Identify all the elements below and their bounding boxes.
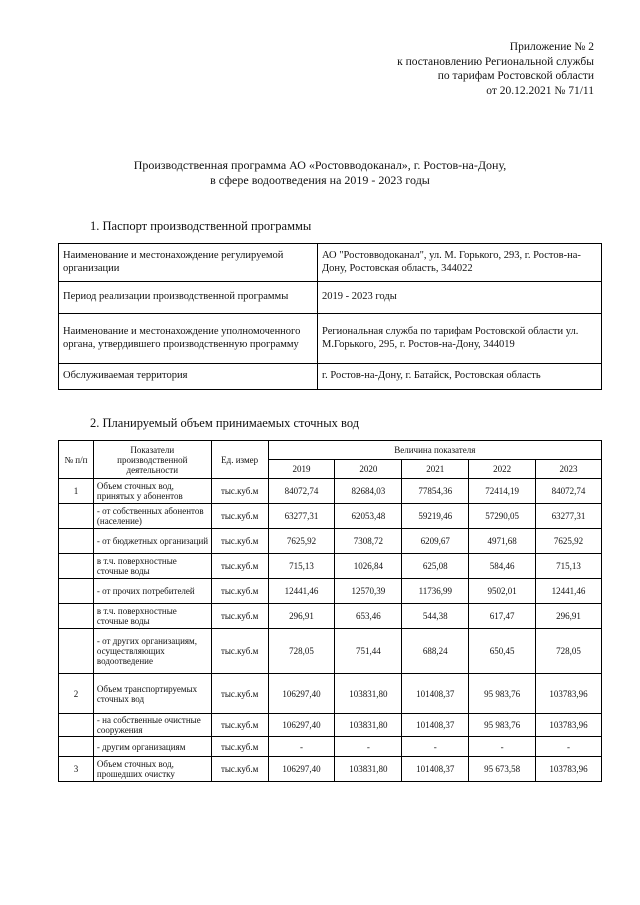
row-unit: тыс.куб.м: [211, 757, 268, 782]
title-line: Производственная программа АО «Ростовводоканал», г. Ростов-на-Дону,: [133, 158, 507, 172]
header-indicator: Показатели производственной деятельности: [93, 441, 211, 479]
header-year: 2019: [268, 460, 335, 479]
row-value: -: [469, 737, 536, 757]
row-value: 715,13: [268, 554, 335, 579]
row-value: 106297,40: [268, 714, 335, 737]
row-number: [59, 714, 94, 737]
passport-label: Наименование и местонахождение уполномоченного органа, утвердившего производственную программу: [59, 314, 318, 364]
document-title: [60, 158, 580, 188]
table-row: [59, 554, 602, 579]
passport-table: [58, 243, 602, 390]
row-unit: тыс.куб.м: [211, 714, 268, 737]
row-number: [59, 504, 94, 529]
row-number: 2: [59, 674, 94, 714]
row-indicator: в т.ч. поверхностные сточные воды: [93, 604, 211, 629]
row-number: 3: [59, 757, 94, 782]
header-year: 2023: [536, 460, 602, 479]
row-value: 103783,96: [536, 757, 602, 782]
appendix-line: Приложение № 2: [509, 41, 594, 53]
row-value: 12441,46: [268, 579, 335, 604]
section-heading-passport: 1. Паспорт производственной программы: [90, 219, 312, 233]
appendix-line: по тарифам Ростовской области: [437, 70, 594, 82]
row-value: -: [335, 737, 402, 757]
row-indicator: Объем сточных вод, прошедших очистку: [93, 757, 211, 782]
row-value: 12570,39: [335, 579, 402, 604]
row-value: 103831,80: [335, 757, 402, 782]
header-value: Величина показателя: [268, 441, 601, 460]
header-unit: Ед. измер: [211, 441, 268, 479]
passport-row: [59, 364, 602, 390]
passport-value: Региональная служба по тарифам Ростовской области ул. М.Горького, 295, г. Ростов-на-Дону, 344019: [318, 314, 602, 364]
row-value: 57290,05: [469, 504, 536, 529]
row-indicator: - от бюджетных организаций: [93, 529, 211, 554]
row-value: 63277,31: [268, 504, 335, 529]
row-value: -: [402, 737, 469, 757]
title-line: в сфере водоотведения на 2019 - 2023 годы: [210, 173, 430, 187]
row-value: 6209,67: [402, 529, 469, 554]
row-indicator: Объем сточных вод, принятых у абонентов: [93, 479, 211, 504]
row-value: 751,44: [335, 629, 402, 674]
passport-label: Наименование и местонахождение регулируемой организации: [59, 244, 318, 282]
row-value: 715,13: [536, 554, 602, 579]
row-value: 106297,40: [268, 757, 335, 782]
row-value: 77854,36: [402, 479, 469, 504]
row-value: 1026,84: [335, 554, 402, 579]
row-indicator: - от других организациям, осуществляющих водоотведение: [93, 629, 211, 674]
row-unit: тыс.куб.м: [211, 737, 268, 757]
passport-value: г. Ростов-на-Дону, г. Батайск, Ростовская область: [318, 364, 602, 390]
row-indicator: Объем транспортируемых сточных вод: [93, 674, 211, 714]
row-unit: тыс.куб.м: [211, 579, 268, 604]
row-indicator: - от прочих потребителей: [93, 579, 211, 604]
row-value: 59219,46: [402, 504, 469, 529]
row-unit: тыс.куб.м: [211, 529, 268, 554]
passport-value: АО "Ростовводоканал", ул. М. Горького, 293, г. Ростов-на-Дону, Ростовская область, 344022: [318, 244, 602, 282]
row-value: 62053,48: [335, 504, 402, 529]
table-row: [59, 604, 602, 629]
row-value: 12441,46: [536, 579, 602, 604]
table-row: [59, 737, 602, 757]
table-row: [59, 629, 602, 674]
row-value: 82684,03: [335, 479, 402, 504]
row-indicator: - от собственных абонентов (население): [93, 504, 211, 529]
row-value: 544,38: [402, 604, 469, 629]
row-indicator: в т.ч. поверхностные сточные воды: [93, 554, 211, 579]
volume-table-body: [59, 479, 602, 782]
row-value: 4971,68: [469, 529, 536, 554]
row-number: [59, 629, 94, 674]
row-value: 95 983,76: [469, 674, 536, 714]
row-indicator: - другим организациям: [93, 737, 211, 757]
row-value: 9502,01: [469, 579, 536, 604]
row-value: 728,05: [268, 629, 335, 674]
row-value: 625,08: [402, 554, 469, 579]
row-value: 103831,80: [335, 674, 402, 714]
row-value: 7308,72: [335, 529, 402, 554]
table-row: [59, 479, 602, 504]
volume-table: [58, 440, 602, 782]
passport-value: 2019 - 2023 годы: [318, 282, 602, 314]
table-row: [59, 714, 602, 737]
row-value: 103783,96: [536, 674, 602, 714]
table-row: [59, 579, 602, 604]
row-value: 101408,37: [402, 757, 469, 782]
row-value: 63277,31: [536, 504, 602, 529]
row-value: 617,47: [469, 604, 536, 629]
passport-row: [59, 314, 602, 364]
row-value: 7625,92: [268, 529, 335, 554]
appendix-line: от 20.12.2021 № 71/11: [486, 84, 594, 97]
row-value: 95 673,58: [469, 757, 536, 782]
row-value: 101408,37: [402, 714, 469, 737]
row-indicator: - на собственные очистные сооружения: [93, 714, 211, 737]
header-year: 2022: [469, 460, 536, 479]
appendix-line: к постановлению Региональной службы: [397, 55, 594, 68]
section-heading-volume: 2. Планируемый объем принимаемых сточных вод: [90, 416, 360, 430]
passport-label: Обслуживаемая территория: [59, 364, 318, 390]
row-value: 11736,99: [402, 579, 469, 604]
row-unit: тыс.куб.м: [211, 554, 268, 579]
row-value: 106297,40: [268, 674, 335, 714]
row-value: 95 983,76: [469, 714, 536, 737]
passport-row: [59, 244, 602, 282]
table-row: [59, 529, 602, 554]
passport-row: [59, 282, 602, 314]
row-value: 296,91: [268, 604, 335, 629]
header-year: 2020: [335, 460, 402, 479]
row-number: [59, 554, 94, 579]
table-row: [59, 674, 602, 714]
row-unit: тыс.куб.м: [211, 479, 268, 504]
row-value: -: [268, 737, 335, 757]
row-number: [59, 529, 94, 554]
row-value: 584,46: [469, 554, 536, 579]
appendix-header: [294, 40, 594, 98]
row-value: 84072,74: [536, 479, 602, 504]
row-value: 7625,92: [536, 529, 602, 554]
row-number: 1: [59, 479, 94, 504]
table-row: [59, 504, 602, 529]
header-year: 2021: [402, 460, 469, 479]
header-num: № п/п: [59, 441, 94, 479]
row-value: 103783,96: [536, 714, 602, 737]
row-value: -: [536, 737, 602, 757]
row-value: 103831,80: [335, 714, 402, 737]
row-value: 688,24: [402, 629, 469, 674]
row-value: 72414,19: [469, 479, 536, 504]
table-header-row: [59, 441, 602, 460]
row-number: [59, 604, 94, 629]
row-value: 84072,74: [268, 479, 335, 504]
row-value: 296,91: [536, 604, 602, 629]
row-value: 101408,37: [402, 674, 469, 714]
row-number: [59, 737, 94, 757]
row-value: 650,45: [469, 629, 536, 674]
row-value: 728,05: [536, 629, 602, 674]
passport-label: Период реализации производственной программы: [59, 282, 318, 314]
row-unit: тыс.куб.м: [211, 674, 268, 714]
row-unit: тыс.куб.м: [211, 629, 268, 674]
table-row: [59, 757, 602, 782]
row-unit: тыс.куб.м: [211, 504, 268, 529]
row-number: [59, 579, 94, 604]
row-unit: тыс.куб.м: [211, 604, 268, 629]
row-value: 653,46: [335, 604, 402, 629]
